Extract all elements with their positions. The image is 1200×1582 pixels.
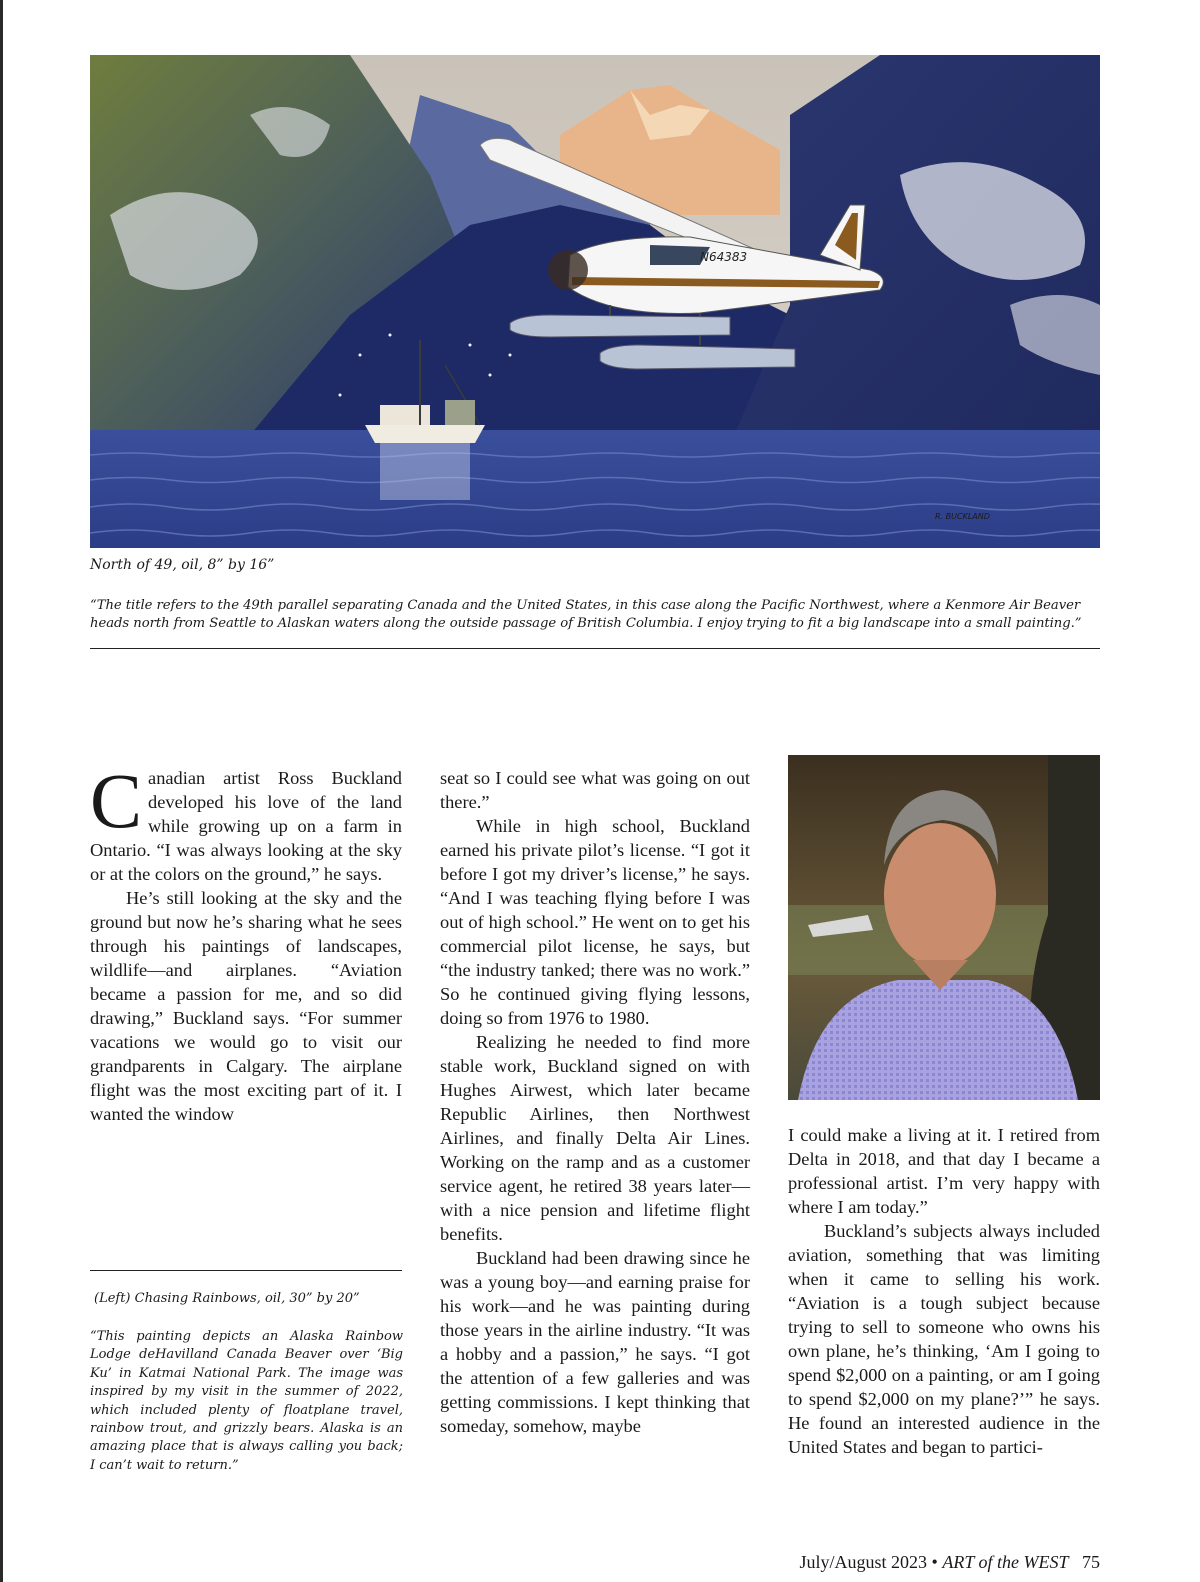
article-paragraph: Canadian artist Ross Buckland developed his love of the land while growing up on a farm in Ontario. “I was always looking at the sky or at the colors on the ground,” he says. bbox=[90, 757, 402, 884]
footer-magazine: ART of the WEST bbox=[942, 1552, 1069, 1572]
article-paragraph: He’s still looking at the sky and the ground but now he’s sharing what he sees through his paintings of landscapes, wildlife—and airplanes. “Aviation became a passion for me, and so did drawing,” Buckland says. “For summer vacations we would go to visit our grandparents in Calgary. The airplane flight was the most exciting part of it. I wanted the window bbox=[90, 888, 402, 1124]
painting-signature: R. BUCKLAND bbox=[935, 512, 990, 521]
page-edge-rule bbox=[0, 0, 3, 1582]
article-paragraph: seat so I could see what was going on out there.” bbox=[440, 768, 750, 812]
page-number: 75 bbox=[1082, 1552, 1100, 1572]
article-paragraph: While in high school, Buckland earned his private pilot’s license. “I got it before I got my driver’s license,” he says. “And I was teaching flying before I was out of high school.” He went on to get his commercial pilot license, he says, but “the industry tanked; there was no work.” So he continued giving flying lessons, doing so from 1976 to 1980. bbox=[440, 816, 750, 1028]
footer-issue: July/August 2023 • bbox=[799, 1552, 943, 1572]
left-caption-quote: “This painting depicts an Alaska Rainbow Lodge deHavilland Canada Beaver over ‘Big Ku’ in Katmai National Park. The image was inspired by my visit in the summer of 2022, which included plenty of floatplane travel, rainbow trout, and grizzly bears. Alaska is an amazing place that is always calling you back; I can’t wait to return.” bbox=[90, 1329, 403, 1473]
drop-cap: C bbox=[90, 757, 143, 844]
article-paragraph: I could make a living at it. I retired from Delta in 2018, and that day I became a professional artist. I’m very happy with where I am today.” bbox=[788, 1125, 1100, 1217]
article-paragraph: Realizing he needed to find more stable work, Buckland signed on with Hughes Airwest, which later became Republic Airlines, then Northwest Airlines, and finally Delta Air Lines. Working on the ramp and as a customer service agent, he retired 38 years later—with a nice pension and lifetime flight benefits. bbox=[440, 1032, 750, 1244]
article-column-2 bbox=[440, 766, 750, 1438]
page-footer bbox=[800, 1552, 1101, 1573]
plane-registration: N64383 bbox=[700, 250, 748, 264]
left-caption-divider bbox=[90, 1270, 402, 1271]
painting-north-of-49 bbox=[90, 55, 1100, 548]
article-paragraph: Buckland had been drawing since he was a young boy—and earning praise for his work—and he was painting during those years in the airline industry. “It was a hobby and a passion,” he says. “I got the attention of a few galleries and was getting commissions. I kept thinking that someday, somehow, maybe bbox=[440, 1248, 750, 1436]
article-column-1 bbox=[90, 757, 402, 1126]
painting-caption-title: North of 49, oil, 8” by 16” bbox=[90, 557, 275, 573]
article-column-3 bbox=[788, 1123, 1100, 1459]
caption-divider bbox=[90, 648, 1100, 649]
article-paragraph: Buckland’s subjects always included aviation, something that was limiting when it came to selling his work. “Aviation is a tough subject because trying to sell to someone who owns his own plane, he’s thinking, ‘Am I going to spend $2,000 on a painting, or am I going to spend $2,000 on my plane?’” he says. He found an interested audience in the United States and began to partici- bbox=[788, 1221, 1100, 1457]
artist-portrait-photo bbox=[788, 755, 1100, 1100]
left-caption-title: (Left) Chasing Rainbows, oil, 30” by 20” bbox=[94, 1291, 360, 1306]
painting-caption-quote: “The title refers to the 49th parallel separating Canada and the United States, in this case along the Pacific Northwest, where a Kenmore Air Beaver heads north from Seattle to Alaskan waters along the outside passage of British Columbia. I enjoy trying to fit a big landscape into a small painting.” bbox=[90, 598, 1082, 631]
